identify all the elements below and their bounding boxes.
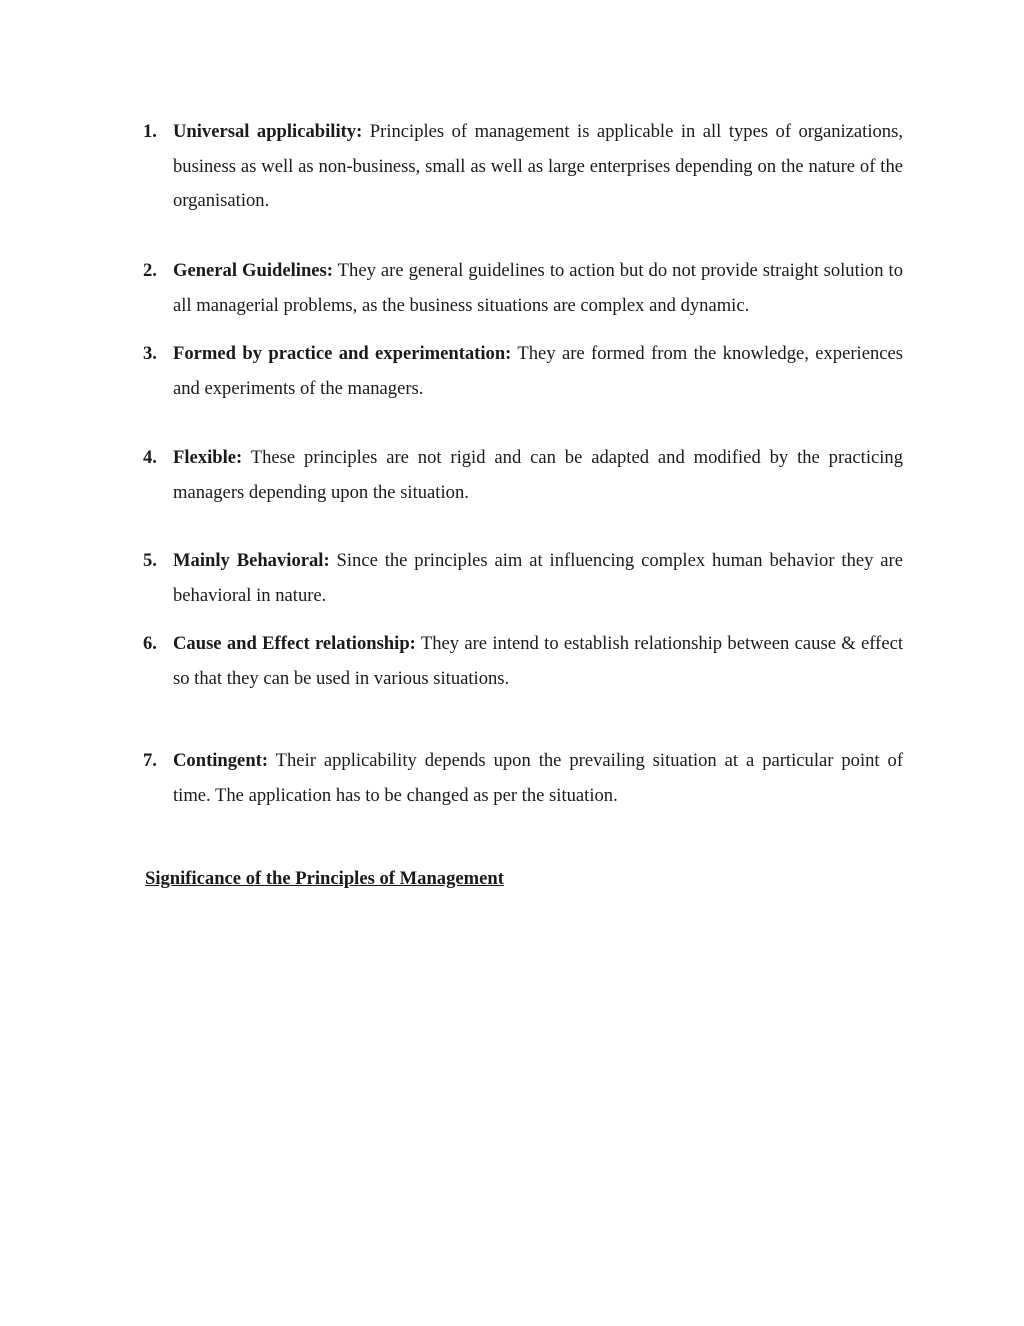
list-item-contingent <box>143 744 903 813</box>
list-item-flexible <box>143 441 903 510</box>
list-item-text: They are formed from the knowledge, experiences and experiments of the managers. <box>173 343 904 399</box>
list-item-term: Cause and Effect relationship: <box>173 633 416 654</box>
list-item-text: Principles of management is applicable in all types of organizations, business as well as non-business, small as well as large enterprises depending on the nature of the organisation. <box>173 121 903 211</box>
list-item-term: Flexible: <box>173 447 243 468</box>
list-item-text: These principles are not rigid and can be adapted and modified by the practicing managers depending upon the situation. <box>173 447 903 503</box>
list-item-body <box>173 627 903 696</box>
list-item-body <box>173 744 903 813</box>
list-item-term: Universal applicability: <box>173 121 363 142</box>
list-item-term: General Guidelines: <box>173 260 333 281</box>
list-item-body <box>173 115 903 219</box>
list-item-general-guidelines <box>143 254 903 323</box>
list-item-number: 1. <box>143 121 157 142</box>
list-item-text: Since the principles aim at influencing complex human behavior they are behavioral in nature. <box>173 550 903 606</box>
list-item-term: Mainly Behavioral: <box>173 550 330 571</box>
list-item-cause-and-effect <box>143 627 903 696</box>
list-item-term: Contingent: <box>173 750 269 771</box>
list-item-number: 6. <box>143 633 157 654</box>
list-item-number: 7. <box>143 750 157 771</box>
list-item-body <box>173 337 903 406</box>
list-item-number: 3. <box>143 343 157 364</box>
list-item-number: 4. <box>143 447 157 468</box>
list-item-body <box>173 254 903 323</box>
list-item-number: 2. <box>143 260 157 281</box>
list-item-text: They are general guidelines to action but do not provide straight solution to all managerial problems, as the business situations are complex and dynamic. <box>173 260 903 316</box>
list-item-body <box>173 441 903 510</box>
section-heading: Significance of the Principles of Management <box>145 868 504 889</box>
list-item-body <box>173 544 903 613</box>
list-item-text: They are intend to establish relationship between cause & effect so that they can be used in various situations. <box>173 633 904 689</box>
list-item-formed-by-practice <box>143 337 903 406</box>
list-item-text: Their applicability depends upon the prevailing situation at a particular point of time. The application has to be changed as per the situation. <box>173 750 904 806</box>
list-item-universal-applicability <box>143 115 903 219</box>
list-item-number: 5. <box>143 550 157 571</box>
list-item-mainly-behavioral <box>143 544 903 613</box>
list-item-term: Formed by practice and experimentation: <box>173 343 512 364</box>
